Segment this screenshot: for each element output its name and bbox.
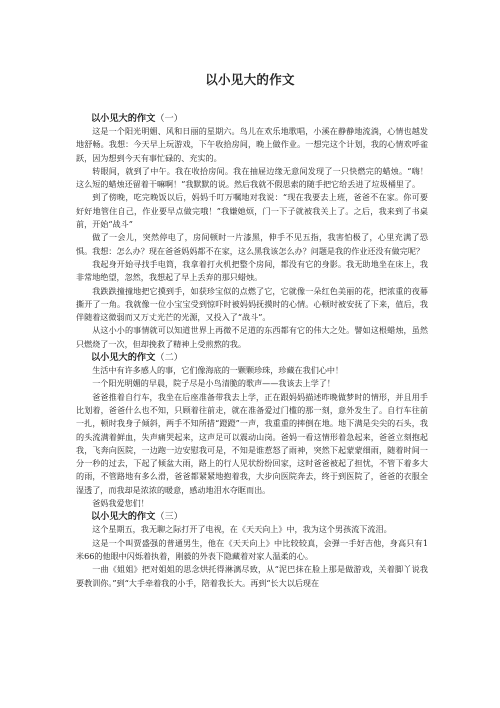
section-3 bbox=[76, 510, 428, 589]
section-number: （二） bbox=[155, 352, 183, 364]
article-body bbox=[76, 112, 428, 590]
paragraph: 这个星期五，我无聊之际打开了电视，在《天天向上》中，我为这个男孩流下流泪。 bbox=[92, 524, 392, 535]
section-heading bbox=[91, 112, 428, 125]
page-title: 以小见大的作文 bbox=[205, 72, 295, 87]
paragraph: 爸爸推着自行车，我坐在后座准备带我去上学，正在跟妈妈描述昨晚做梦时的情形，并且用手比划着，爸爸什么也不知，只顾着往前走，就在准备爱过门槛的那一刻，意外发生了。自行车往前一扎，顿时我身子倾斜，两手不知所措“蹬蹬”一声，我重重的摔倒在地。地下满是尖尖的石头，我的头流满着鲜血，失声痛哭起来，这声足可以震动山岗。爸妈一看这情形着急起来，爸爸立刻抱起我，飞奔向医院，一边跑一边安慰我可是，不知是谁惹怒了雨神，突然下起蒙蒙细雨，随着时间一分一秒的过去，下起了倾盆大雨，路上的行人见状纷纷回家，这时爸爸被起了担忧，不管下着多大的雨，不管路地有多么滑，爸爸都紧紧地抱着我，大步向医院奔去，终于到医院了，爸爸的衣服全湿透了，而我却是浓浓的暖意，感动地泪水夺眶而出。 bbox=[76, 391, 428, 495]
section-heading bbox=[91, 510, 428, 523]
section-number: （一） bbox=[155, 113, 183, 124]
section-heading-text: 以小见大的作文 bbox=[91, 113, 156, 124]
paragraph: 做了一会儿，突然停电了，房间顿时一片漆黑，伸手不见五指，我害怕极了，心里充满了恐惧。我想：怎么办？现在爸爸妈妈都不在家，这么黑我该怎么办？问题是我的作业还没有做完呢？ bbox=[76, 232, 428, 256]
paragraph: 到了傍晚，吃完晚饭以后，妈妈千叮万嘱地对我说：“现在我要去上班，爸爸不在家。你可要好好地管住自己，作业要早点做完哦！”我嫌她烦，门一下子就被我关上了。之后，我来到了书桌前，开始“战斗” bbox=[76, 192, 428, 230]
paragraph: 这是一个叫贾盛强的普通男生，他在《天天向上》中比较较真，会弹一手好吉他，身高只有1米66的他眼中闪烁着执着，刚毅的外表下隐藏着对家人温柔的心。 bbox=[76, 537, 428, 561]
section-heading-text: 以小见大的作文 bbox=[91, 352, 156, 364]
paragraph: 这是一个阳光明媚、风和日丽的星期六。鸟儿在欢乐地歌唱，小溪在静静地流淌，心情也越发地舒畅。我想：今天早上玩游戏，下午收拾房间，晚上做作业。一想完这个计划，我的心情欢呼雀跃，因为想到今天有事忙碌的、充实的。 bbox=[76, 126, 428, 163]
paragraph: 一个阳光明媚的早晨，院子尽是小鸟清脆的歌声——我该去上学了！ bbox=[92, 378, 336, 389]
paragraph: 我跌跌撞撞地把它摸到手，如获珍宝似的点燃了它，它就像一朵红色美丽的花，把浓重的夜幕撕开了一角。我就像一位小宝宝受到惊吓时被妈妈抚摸时的心情。心顿时被安抚了下来，值后，我伴随着这微弱而又万丈光芒的光源，又投入了“战斗”。 bbox=[76, 285, 428, 323]
section-2 bbox=[76, 351, 428, 510]
paragraph: 转眼间，就到了中午。我在收拾房间。我在抽屉边缘无意间发现了一只快燃完的蜡烛。“嗨！这么短的蜡烛还留着干嘛啊！”我默默的说。然后我就不假思索的随手把它给丢进了垃圾桶里了。 bbox=[76, 165, 428, 190]
paragraph: 一曲《姐姐》把对姐姐的思念烘托得淋漓尽致，从“泥巴抹在脸上那是做游戏，关着脚丫说我要教训你。”到“大手牵着我的小手，陪着我长大。再到“长大以后现在 bbox=[76, 564, 428, 588]
section-heading-text: 以小见大的作文 bbox=[91, 511, 156, 523]
section-1 bbox=[76, 112, 428, 351]
paragraph: 从这小小的事情就可以知道世界上再微不足道的东西都有它的伟大之处。譬如这根蜡烛，虽然只燃烧了一次，但却挽救了精神上受煎熬的我。 bbox=[76, 325, 428, 349]
paragraph: 生活中有许多感人的事，它们像海底的一颗颗珍珠，珍藏在我们心中！ bbox=[92, 365, 344, 376]
section-heading bbox=[91, 351, 428, 364]
paragraph: 爸妈我爱您们！ bbox=[92, 498, 149, 509]
paragraph: 我起身开始寻找手电筒，我拿着打火机把整个房间，都没有它的身影。我无助地坐在床上，我非常地绝望，忽然，我想起了早上丢弃的那只蜡烛。 bbox=[76, 258, 428, 283]
section-number: （三） bbox=[155, 511, 183, 523]
